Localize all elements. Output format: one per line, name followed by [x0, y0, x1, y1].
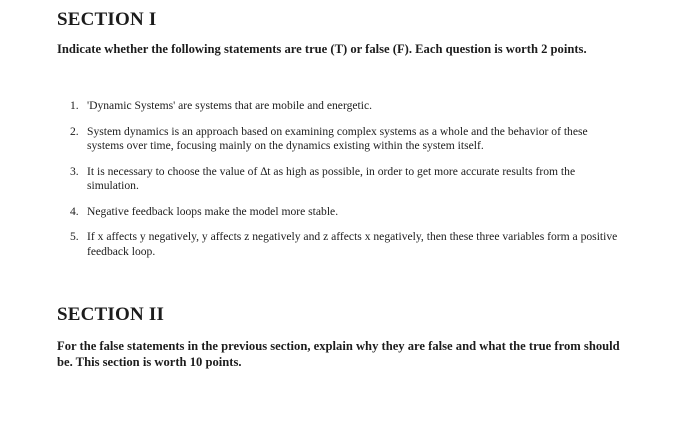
question-text: If x affects y negatively, y affects z negatively and z affects x negatively, then these three variables form a positive feedback loop.: [87, 230, 618, 258]
section-1-instructions: Indicate whether the following statements are true (T) or false (F). Each question is worth 2 points.: [57, 42, 587, 56]
question-number: 1.: [70, 99, 79, 112]
question-list: [57, 99, 627, 270]
question-2: [57, 125, 627, 154]
question-text: It is necessary to choose the value of ∆t as high as possible, in order to get more accurate results from the simulation.: [87, 164, 576, 192]
question-number: 4.: [70, 204, 79, 218]
section-2-instructions: For the false statements in the previous section, explain why they are false and what the true from should be. This section is worth 10 points.: [57, 339, 620, 369]
question-number: 3.: [70, 164, 79, 178]
question-3: [57, 165, 627, 194]
question-4: [57, 205, 627, 220]
question-text: 'Dynamic Systems' are systems that are mobile and energetic.: [87, 99, 373, 112]
question-number: 2.: [70, 124, 79, 138]
question-number: 5.: [70, 230, 79, 243]
section-1-title: SECTION I: [57, 9, 157, 30]
question-5: [57, 230, 627, 259]
question-text: System dynamics is an approach based on examining complex systems as a whole and the behavior of these systems over time, focusing mainly on the dynamics existing within the system itself.: [87, 124, 588, 152]
question-text: Negative feedback loops make the model more stable.: [87, 204, 339, 218]
question-1: [57, 99, 627, 114]
section-2-title: SECTION II: [57, 304, 165, 325]
